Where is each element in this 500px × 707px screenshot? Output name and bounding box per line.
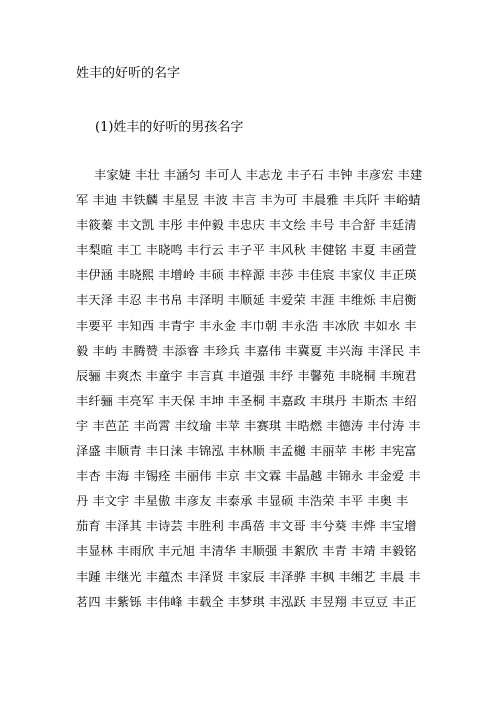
text-line: 丰家婕 丰壮 丰涵匀 丰可人 丰志龙 丰子石 丰钟 丰彦宏 丰建: [94, 168, 423, 182]
text-line: 丰筱蓁 丰文凯 丰彤 丰仲毅 丰忠庆 丰文绘 丰号 丰合舒 丰廷清: [76, 218, 417, 233]
text-line: 泽盛 丰顺青 丰日涞 丰锦泓 丰林顺 丰孟樾 丰丽苹 丰彬 丰宪富: [76, 444, 417, 459]
text-line: 茗四 丰紫铄 丰伟峰 丰载全 丰梦琪 丰泓跃 丰昱翔 丰豆豆 丰正: [76, 594, 417, 609]
text-line: 丹 丰文宇 丰星傲 丰彦友 丰泰承 丰显硕 丰浩荣 丰平 丰奥 丰: [76, 494, 409, 509]
text-line: 丰杏 丰海 丰锡痊 丰丽伟 丰京 丰文霖 丰晶越 丰锦永 丰金爱 丰: [76, 469, 421, 484]
text-line: 辰骊 丰爽杰 丰童宇 丰言真 丰道强 丰纾 丰馨苑 丰晓桐 丰琬君: [76, 368, 417, 383]
text-line: 丰伊涵 丰晓熙 丰增岭 丰硕 丰梓源 丰莎 丰佳宸 丰家仪 丰正瑛: [76, 268, 417, 283]
text-line: 宇 丰芭芷 丰尚霄 丰纹瑜 丰苹 丰赛琪 丰晧燃 丰德涛 丰付涛 丰: [76, 418, 421, 433]
text-line: 丰梨暄 丰工 丰晓鸣 丰行云 丰子平 丰风秋 丰健铭 丰夏 丰函萱: [76, 243, 417, 258]
section-heading: (1)姓丰的好听的男孩名字: [95, 120, 244, 135]
text-line: 军 丰迪 丰铁麟 丰星昱 丰波 丰言 丰为可 丰晨雅 丰兵阡 丰峪蜻: [76, 193, 421, 208]
page-title: 姓丰的好听的名字: [76, 66, 181, 81]
text-line: 丰显林 丰雨欣 丰元旭 丰清华 丰顺强 丰絮欣 丰青 丰靖 丰毅铭: [76, 544, 417, 559]
text-line: 丰纤骊 丰亮军 丰天保 丰坤 丰圣桐 丰嘉政 丰琪丹 丰斯杰 丰绍: [76, 393, 417, 408]
text-line: 丰天泽 丰忍 丰书帛 丰泽明 丰顺延 丰爱荣 丰涯 丰维烁 丰启衡: [76, 293, 417, 308]
text-line: 丰踵 丰继光 丰蕴杰 丰泽贤 丰家辰 丰泽骅 丰枫 丰缃艺 丰晨 丰: [76, 569, 421, 584]
text-line: 茄育 丰泽其 丰诗芸 丰胜利 丰禹蓓 丰文哥 丰兮葵 丰烨 丰宝增: [76, 519, 417, 534]
text-line: 毅 丰屿 丰腾赞 丰添睿 丰珍兵 丰嘉伟 丰冀夏 丰兴海 丰泽民 丰: [76, 343, 421, 358]
text-line: 丰要平 丰知西 丰青宇 丰永金 丰巾朝 丰永浩 丰冰欣 丰如水 丰: [76, 318, 417, 333]
names-paragraph: [76, 167, 432, 619]
